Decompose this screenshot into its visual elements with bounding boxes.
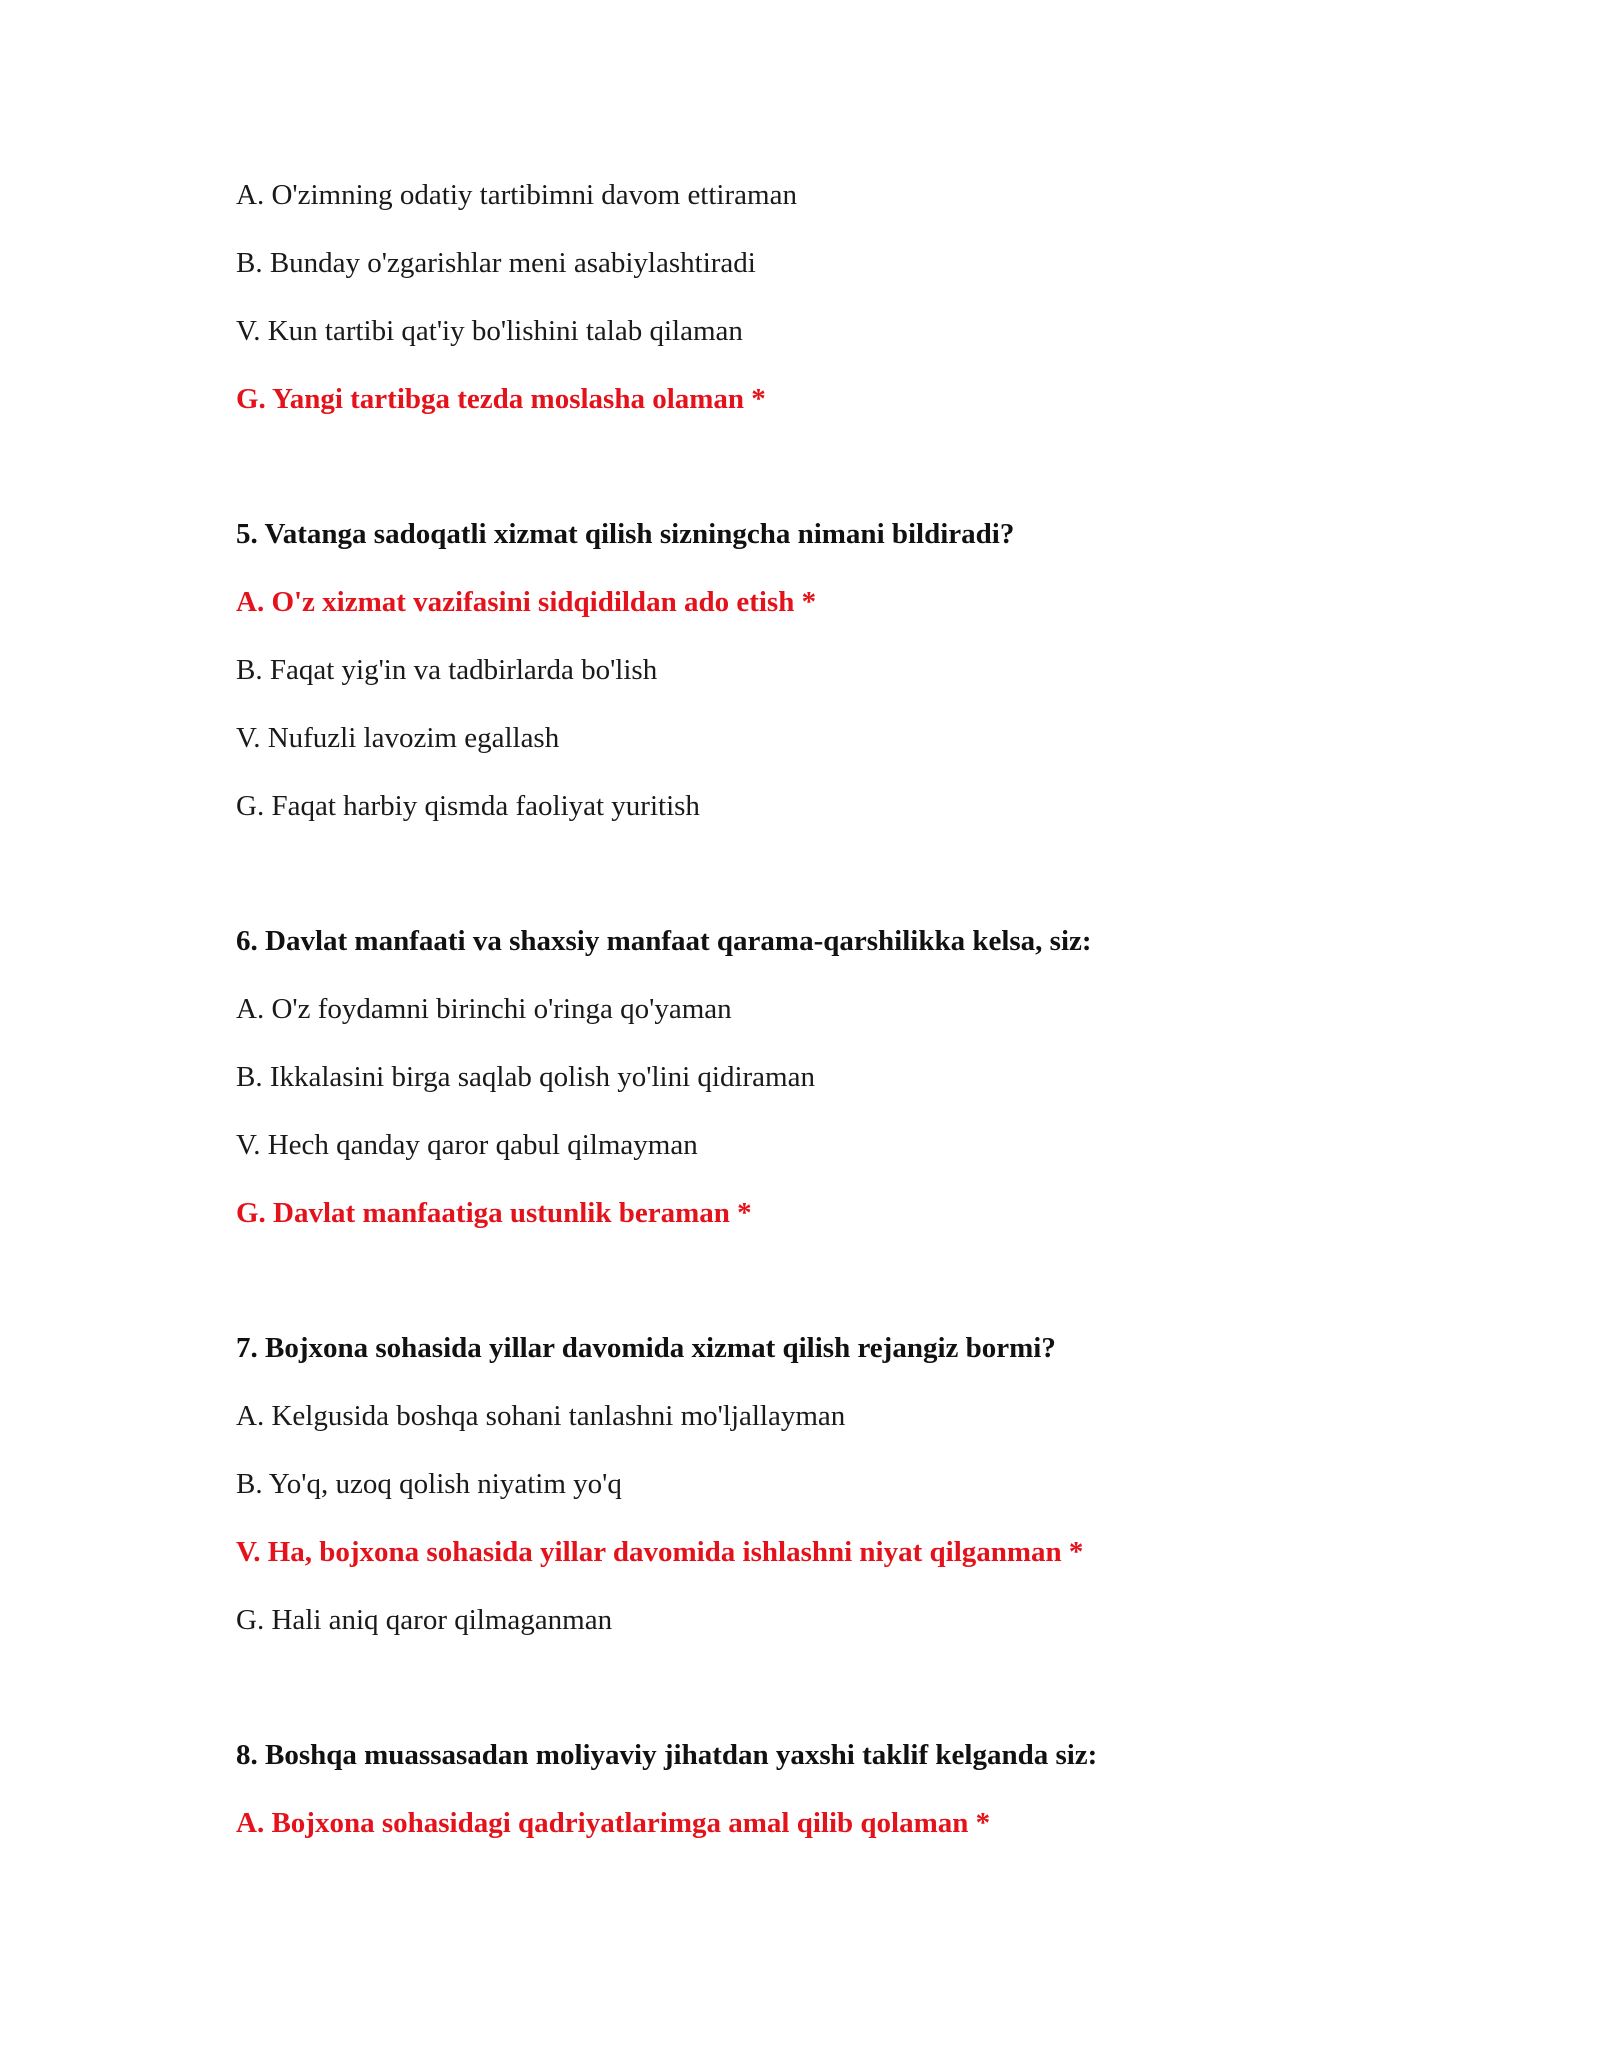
question-block-7	[236, 1331, 1416, 1637]
option-v: V. Kun tartibi qat'iy bo'lishini talab qilaman	[236, 315, 743, 347]
option-a: A. O'z foydamni birinchi o'ringa qo'yaman	[236, 993, 732, 1025]
option-a: A. O'zimning odatiy tartibimni davom ettiraman	[236, 179, 797, 211]
option-b: B. Yo'q, uzoq qolish niyatim yo'q	[236, 1468, 622, 1500]
option-v-correct: V. Ha, bojxona sohasida yillar davomida ishlashni niyat qilganman *	[236, 1536, 1084, 1568]
option-g-correct: G. Yangi tartibga tezda moslasha olaman *	[236, 383, 766, 415]
question-title: 6. Davlat manfaati va shaxsiy manfaat qarama-qarshilikka kelsa, siz:	[236, 925, 1092, 957]
question-title: 7. Bojxona sohasida yillar davomida xizmat qilish rejangiz bormi?	[236, 1332, 1056, 1364]
option-a-correct: A. O'z xizmat vazifasini sidqidildan ado etish *	[236, 586, 817, 618]
option-g: G. Faqat harbiy qismda faoliyat yuritish	[236, 790, 700, 822]
option-b: B. Ikkalasini birga saqlab qolish yo'lini qidiraman	[236, 1061, 815, 1093]
question-block-5	[236, 517, 1416, 823]
question-block-8	[236, 1738, 1416, 1840]
option-b: B. Faqat yig'in va tadbirlarda bo'lish	[236, 654, 658, 686]
document-page	[236, 178, 1416, 1874]
question-block-4-continued	[236, 178, 1416, 416]
option-v: V. Nufuzli lavozim egallash	[236, 722, 560, 754]
option-g: G. Hali aniq qaror qilmaganman	[236, 1604, 613, 1636]
option-a: A. Kelgusida boshqa sohani tanlashni mo'ljallayman	[236, 1400, 846, 1432]
question-title: 5. Vatanga sadoqatli xizmat qilish sizningcha nimani bildiradi?	[236, 518, 1015, 550]
option-a-correct: A. Bojxona sohasidagi qadriyatlarimga amal qilib qolaman *	[236, 1807, 991, 1839]
question-block-6	[236, 924, 1416, 1230]
question-title: 8. Boshqa muassasadan moliyaviy jihatdan yaxshi taklif kelganda siz:	[236, 1739, 1098, 1771]
option-g-correct: G. Davlat manfaatiga ustunlik beraman *	[236, 1197, 752, 1229]
option-b: B. Bunday o'zgarishlar meni asabiylashtiradi	[236, 247, 756, 279]
option-v: V. Hech qanday qaror qabul qilmayman	[236, 1129, 698, 1161]
